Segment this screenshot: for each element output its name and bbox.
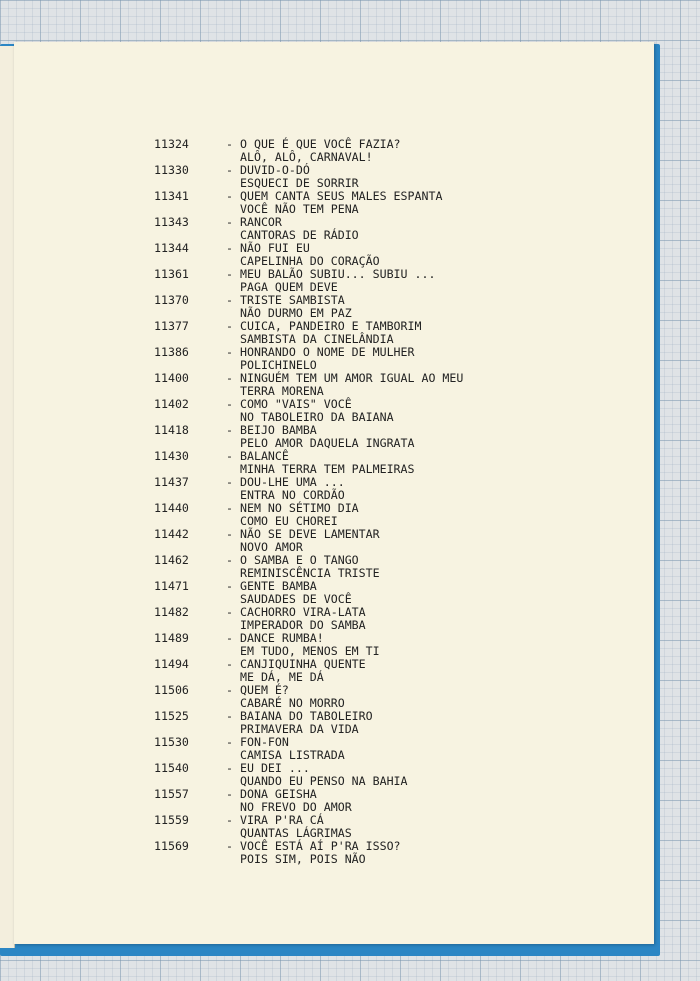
entry-number: 11418 xyxy=(154,423,189,437)
entry-title-primary: BEIJO BAMBA xyxy=(240,423,317,437)
entry-title-secondary: NOVO AMOR xyxy=(240,540,303,554)
entry-title-primary: CUICA, PANDEIRO E TAMBORIM xyxy=(240,319,422,333)
entry-title-primary: VIRA P'RA CÁ xyxy=(240,813,324,827)
entry-title-secondary: COMO EU CHOREI xyxy=(240,514,338,528)
entry-dash: - xyxy=(226,787,233,801)
entry-title-primary: QUEM CANTA SEUS MALES ESPANTA xyxy=(240,189,443,203)
entry-title-primary: DUVID-O-DÓ xyxy=(240,163,310,177)
entry-number: 11462 xyxy=(154,553,189,567)
entry-dash: - xyxy=(226,527,233,541)
entry-dash: - xyxy=(226,397,233,411)
entry-title-primary: NÃO SE DEVE LAMENTAR xyxy=(240,527,380,541)
entry-title-primary: O QUE É QUE VOCÊ FAZIA? xyxy=(240,137,401,151)
entry-number: 11442 xyxy=(154,527,189,541)
entry-title-secondary: MINHA TERRA TEM PALMEIRAS xyxy=(240,462,415,476)
entry-dash: - xyxy=(226,371,233,385)
entry-dash: - xyxy=(226,475,233,489)
entry-number: 11361 xyxy=(154,267,189,281)
entry-number: 11489 xyxy=(154,631,189,645)
entry-number: 11330 xyxy=(154,163,189,177)
entry-title-primary: CANJIQUINHA QUENTE xyxy=(240,657,366,671)
entry-number: 11377 xyxy=(154,319,189,333)
entry-title-primary: VOCÊ ESTÁ AÍ P'RA ISSO? xyxy=(240,839,401,853)
entry-dash: - xyxy=(226,579,233,593)
entry-number: 11471 xyxy=(154,579,189,593)
entry-title-primary: TRISTE SAMBISTA xyxy=(240,293,345,307)
entry-title-secondary: NÃO DURMO EM PAZ xyxy=(240,306,352,320)
entry-dash: - xyxy=(226,683,233,697)
entry-title-secondary: SAMBISTA DA CINELÂNDIA xyxy=(240,332,394,346)
entry-number: 11386 xyxy=(154,345,189,359)
entry-number: 11482 xyxy=(154,605,189,619)
entry-title-primary: HONRANDO O NOME DE MULHER xyxy=(240,345,415,359)
entry-title-primary: NINGUÉM TEM UM AMOR IGUAL AO MEU xyxy=(240,371,464,385)
entry-title-primary: O SAMBA E O TANGO xyxy=(240,553,359,567)
entry-title-primary: QUEM É? xyxy=(240,683,289,697)
entry-title-primary: BAIANA DO TABOLEIRO xyxy=(240,709,373,723)
entry-title-primary: NEM NO SÉTIMO DIA xyxy=(240,501,359,515)
entry-title-secondary: CAPELINHA DO CORAÇÃO xyxy=(240,254,380,268)
entry-number: 11430 xyxy=(154,449,189,463)
entry-title-secondary: PELO AMOR DAQUELA INGRATA xyxy=(240,436,415,450)
entry-dash: - xyxy=(226,735,233,749)
left-page-edge xyxy=(0,46,15,948)
entry-number: 11370 xyxy=(154,293,189,307)
entry-number: 11506 xyxy=(154,683,189,697)
entry-dash: - xyxy=(226,163,233,177)
entry-dash: - xyxy=(226,241,233,255)
entry-title-primary: COMO "VAIS" VOCÊ xyxy=(240,397,352,411)
entry-title-secondary: ME DÁ, ME DÁ xyxy=(240,670,324,684)
entry-title-primary: DOU-LHE UMA ... xyxy=(240,475,345,489)
entry-title-primary: CACHORRO VIRA-LATA xyxy=(240,605,366,619)
entry-dash: - xyxy=(226,189,233,203)
entry-number: 11569 xyxy=(154,839,189,853)
entry-number: 11344 xyxy=(154,241,189,255)
entry-dash: - xyxy=(226,839,233,853)
entry-dash: - xyxy=(226,215,233,229)
entry-number: 11494 xyxy=(154,657,189,671)
entry-title-secondary: PAGA QUEM DEVE xyxy=(240,280,338,294)
entry-title-secondary: POLICHINELO xyxy=(240,358,317,372)
entry-number: 11437 xyxy=(154,475,189,489)
entry-dash: - xyxy=(226,501,233,515)
entry-title-primary: BALANCÊ xyxy=(240,449,289,463)
entry-dash: - xyxy=(226,605,233,619)
entry-number: 11540 xyxy=(154,761,189,775)
entry-title-secondary: CANTORAS DE RÁDIO xyxy=(240,228,359,242)
entry-dash: - xyxy=(226,631,233,645)
entry-dash: - xyxy=(226,345,233,359)
entry-title-secondary: ENTRA NO CORDÃO xyxy=(240,488,345,502)
entry-dash: - xyxy=(226,423,233,437)
entry-number: 11530 xyxy=(154,735,189,749)
entry-title-secondary: TERRA MORENA xyxy=(240,384,324,398)
entry-dash: - xyxy=(226,657,233,671)
entry-title-primary: EU DEI ... xyxy=(240,761,310,775)
entry-number: 11525 xyxy=(154,709,189,723)
entry-dash: - xyxy=(226,813,233,827)
entry-dash: - xyxy=(226,137,233,151)
entry-title-secondary: NO TABOLEIRO DA BAIANA xyxy=(240,410,394,424)
entry-title-secondary: ALÔ, ALÔ, CARNAVAL! xyxy=(240,150,373,164)
entry-title-primary: DANCE RUMBA! xyxy=(240,631,324,645)
entry-title-primary: RANCOR xyxy=(240,215,282,229)
entry-title-secondary: SAUDADES DE VOCÊ xyxy=(240,592,352,606)
entry-number: 11440 xyxy=(154,501,189,515)
entry-number: 11341 xyxy=(154,189,189,203)
entry-dash: - xyxy=(226,319,233,333)
entry-title-secondary: QUANDO EU PENSO NA BAHIA xyxy=(240,774,408,788)
entry-title-primary: FON-FON xyxy=(240,735,289,749)
entry-dash: - xyxy=(226,709,233,723)
entry-title-primary: GENTE BAMBA xyxy=(240,579,317,593)
entry-title-secondary: CABARÉ NO MORRO xyxy=(240,696,345,710)
entry-number: 11400 xyxy=(154,371,189,385)
entry-number: 11559 xyxy=(154,813,189,827)
entry-title-secondary: EM TUDO, MENOS EM TI xyxy=(240,644,380,658)
entry-title-secondary: QUANTAS LÁGRIMAS xyxy=(240,826,352,840)
entry-dash: - xyxy=(226,449,233,463)
entry-number: 11343 xyxy=(154,215,189,229)
entry-number: 11402 xyxy=(154,397,189,411)
entry-title-secondary: IMPERADOR DO SAMBA xyxy=(240,618,366,632)
entry-title-secondary: CAMISA LISTRADA xyxy=(240,748,345,762)
entry-dash: - xyxy=(226,267,233,281)
entry-dash: - xyxy=(226,761,233,775)
entry-title-secondary: REMINISCÊNCIA TRISTE xyxy=(240,566,380,580)
entry-title-secondary: ESQUECI DE SORRIR xyxy=(240,176,359,190)
entry-title-secondary: POIS SIM, POIS NÃO xyxy=(240,852,366,866)
entry-number: 11557 xyxy=(154,787,189,801)
entry-title-secondary: PRIMAVERA DA VIDA xyxy=(240,722,359,736)
entry-title-secondary: NO FREVO DO AMOR xyxy=(240,800,352,814)
entry-dash: - xyxy=(226,553,233,567)
entry-number: 11324 xyxy=(154,137,189,151)
document-page xyxy=(14,42,654,944)
entry-title-secondary: VOCÊ NÃO TEM PENA xyxy=(240,202,359,216)
entry-dash: - xyxy=(226,293,233,307)
entry-title-primary: DONA GEISHA xyxy=(240,787,317,801)
entry-title-primary: MEU BALÃO SUBIU... SUBIU ... xyxy=(240,267,436,281)
entry-title-primary: NÃO FUI EU xyxy=(240,241,310,255)
